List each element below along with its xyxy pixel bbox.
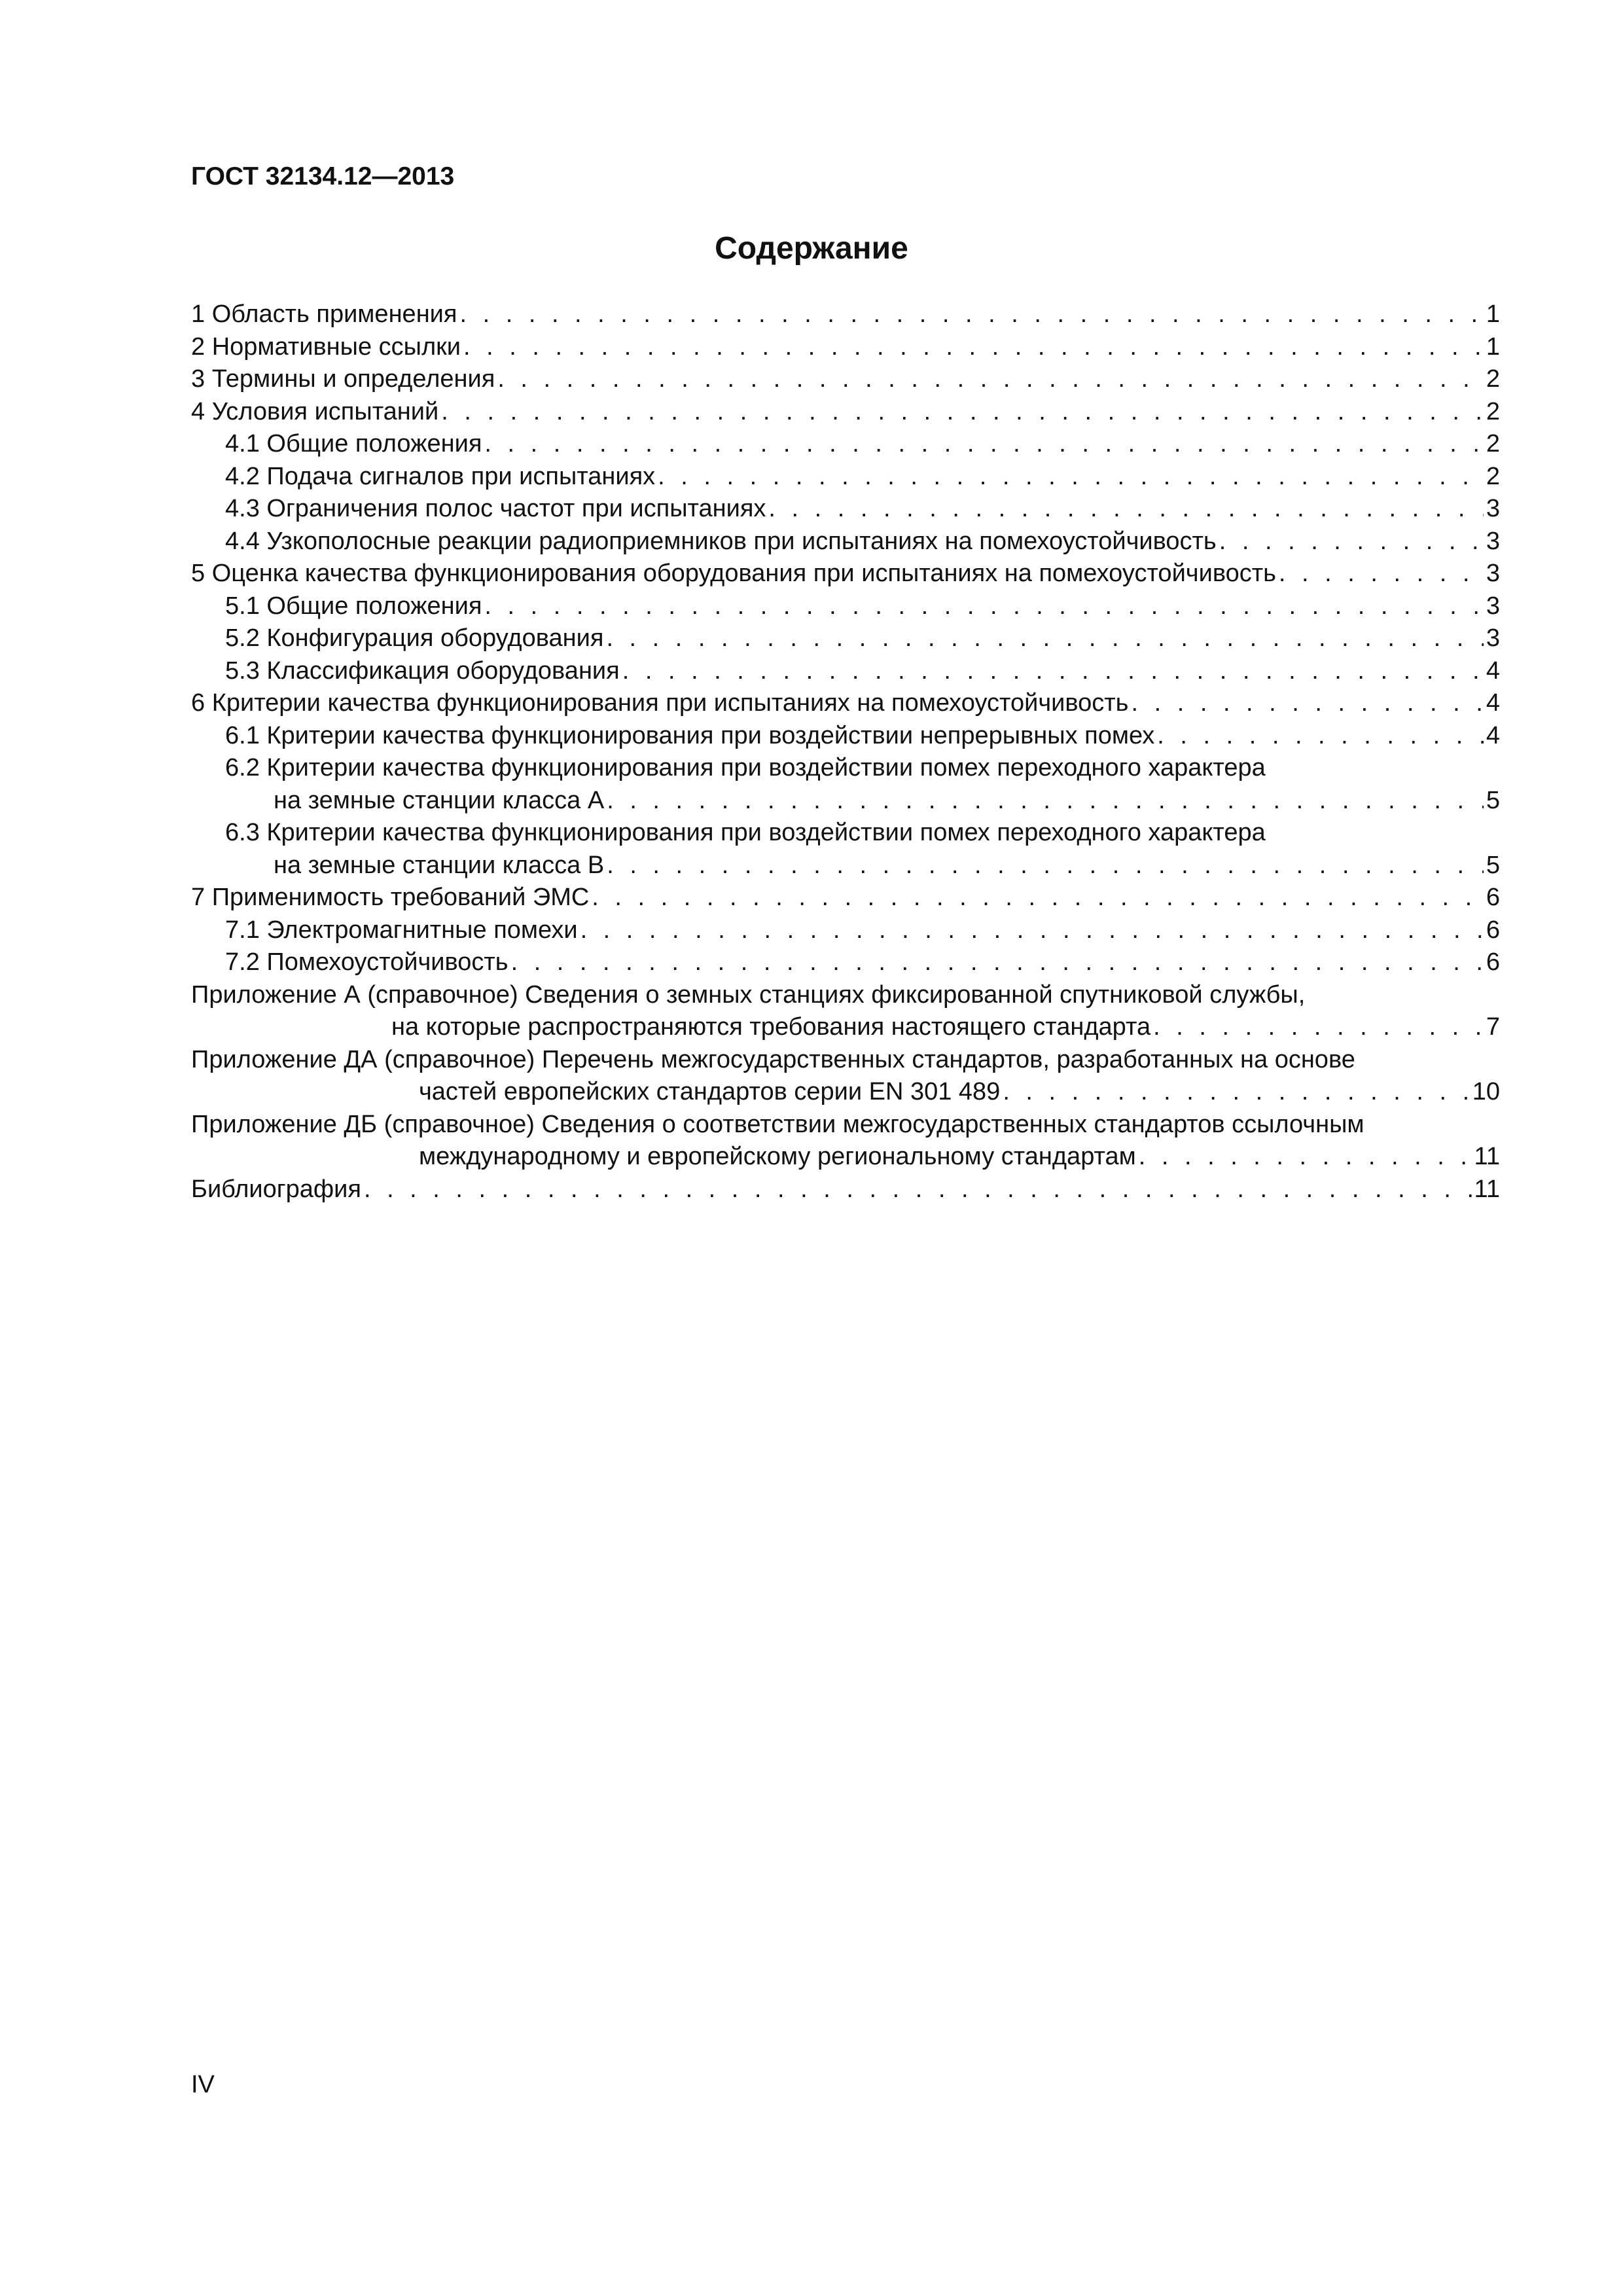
toc-page-number: 11 (1474, 1175, 1500, 1203)
toc-entry-text: частей европейских стандартов серии EN 301 489 (419, 1078, 1001, 1105)
toc-leader (463, 333, 1484, 361)
toc-entry-text: 2 Нормативные ссылки (191, 332, 461, 361)
toc-entry[interactable] (191, 981, 1500, 1014)
toc-entry[interactable] (191, 722, 1500, 755)
toc-leader (580, 916, 1484, 944)
toc-entry-text: 6 Критерии качества функционирования при испытаниях на помехоустойчивость (191, 689, 1129, 717)
toc-leader (484, 430, 1483, 458)
toc-entry-text: на земные станции класса В (274, 851, 605, 879)
toc-entry[interactable] (191, 1111, 1500, 1143)
toc-leader (459, 300, 1483, 329)
toc-entry-text: 3 Термины и определения (191, 365, 495, 393)
toc-leader (1153, 1013, 1484, 1041)
toc-entry-text: 5.2 Конфигурация оборудования (225, 624, 604, 652)
toc-page-number: 4 (1486, 721, 1500, 749)
toc-entry-text: 4.4 Узкополосные реакции радиоприемников при испытаниях на помехоустойчивость (225, 527, 1217, 555)
toc-leader (484, 592, 1483, 620)
toc-entry[interactable] (191, 560, 1500, 592)
toc-leader (658, 463, 1484, 491)
toc-entry-text: 1 Область применения (191, 300, 457, 328)
toc-entry-text: Библиография (191, 1175, 361, 1203)
toc-page-number: 2 (1486, 365, 1500, 393)
toc-page-number: 3 (1486, 495, 1500, 522)
toc-entry[interactable] (191, 333, 1500, 366)
toc-page-number: 3 (1486, 560, 1500, 587)
toc-entry-text: 4 Условия испытаний (191, 397, 439, 425)
toc-entry-text: Приложение ДБ (справочное) Сведения о соответствии межгосударственных стандартов ссылочным (191, 1110, 1364, 1138)
toc-entry[interactable] (191, 657, 1500, 690)
toc-leader (511, 948, 1484, 977)
toc-entry[interactable] (191, 1175, 1500, 1208)
toc-entry[interactable] (191, 948, 1500, 981)
toc-leader (606, 624, 1483, 653)
toc-page-number: 11 (1474, 1143, 1500, 1170)
toc-page-number: 2 (1486, 430, 1500, 457)
toc-entry[interactable] (191, 884, 1500, 916)
toc-entry-text: международному и европейскому региональному стандартам (419, 1143, 1136, 1170)
toc-entry[interactable] (191, 300, 1500, 333)
toc-leader (768, 495, 1483, 523)
toc-page-number: 5 (1486, 851, 1500, 879)
toc-entry-continued[interactable] (191, 1143, 1500, 1175)
toc-entry[interactable] (191, 528, 1500, 560)
toc-entry-text: Приложение А (справочное) Сведения о земных станциях фиксированной спутниковой службы, (191, 980, 1306, 1009)
toc-entry[interactable] (191, 819, 1500, 852)
toc-entry[interactable] (191, 624, 1500, 657)
toc-entry-continued[interactable] (191, 787, 1500, 819)
toc-entry-continued[interactable] (191, 1013, 1500, 1046)
toc-leader (1219, 528, 1484, 556)
toc-entry-text: 4.1 Общие положения (225, 430, 482, 457)
toc-entry-continued[interactable] (191, 852, 1500, 884)
toc-entry[interactable] (191, 430, 1500, 463)
toc-entry-text: 7.2 Помехоустойчивость (225, 948, 508, 976)
toc-leader (497, 365, 1484, 393)
toc-leader (622, 657, 1484, 685)
toc-page-number: 2 (1486, 462, 1500, 490)
toc-leader (1157, 722, 1484, 750)
toc-leader (592, 884, 1484, 912)
toc-entry[interactable] (191, 495, 1500, 528)
toc-entry-text: Приложение ДА (справочное) Перечень межгосударственных стандартов, разработанных на основе (191, 1045, 1355, 1073)
toc-leader (364, 1175, 1472, 1204)
toc-page-number: 7 (1486, 1013, 1500, 1041)
toc-page-number: 4 (1486, 689, 1500, 717)
toc-entry-text: на которые распространяются требования настоящего стандарта (391, 1013, 1151, 1041)
toc-leader (1131, 689, 1483, 717)
table-of-contents (191, 300, 1500, 1208)
toc-page-number: 3 (1486, 527, 1500, 555)
toc-entry-text: 4.3 Ограничения полос частот при испытаниях (225, 495, 766, 522)
toc-entry[interactable] (191, 592, 1500, 625)
toc-page-number: 10 (1472, 1078, 1500, 1105)
toc-entry-text: 6.1 Критерии качества функционирования при воздействии непрерывных помех (225, 721, 1155, 749)
document-code: ГОСТ 32134.12—2013 (191, 162, 455, 190)
toc-entry[interactable] (191, 463, 1500, 495)
toc-entry-continued[interactable] (191, 1078, 1500, 1111)
toc-page-number: 5 (1486, 786, 1500, 814)
toc-page-number: 3 (1486, 624, 1500, 652)
toc-entry-text: 5.1 Общие положения (225, 592, 482, 620)
toc-entry[interactable] (191, 398, 1500, 431)
toc-page-number: 6 (1486, 884, 1500, 911)
toc-entry-text: 5 Оценка качества функционирования оборудования при испытаниях на помехоустойчивость (191, 560, 1276, 587)
toc-leader (441, 398, 1484, 426)
toc-entry-text: 6.2 Критерии качества функционирования при воздействии помех переходного характера (225, 754, 1266, 781)
toc-entry-text: 7.1 Электромагнитные помехи (225, 916, 578, 944)
page-title: Содержание (715, 231, 908, 266)
toc-page-number: 4 (1486, 656, 1500, 685)
toc-page-number: 1 (1486, 332, 1500, 361)
toc-page-number: 6 (1486, 948, 1500, 976)
toc-page-number: 6 (1486, 916, 1500, 944)
toc-entry[interactable] (191, 916, 1500, 949)
toc-leader (607, 787, 1484, 815)
toc-leader (1139, 1143, 1472, 1171)
toc-leader (1003, 1078, 1469, 1106)
toc-leader (1279, 560, 1484, 588)
toc-page-number: 2 (1486, 397, 1500, 425)
toc-entry-text: 7 Применимость требований ЭМС (191, 884, 590, 911)
toc-page-number: 3 (1486, 592, 1500, 620)
toc-entry[interactable] (191, 754, 1500, 787)
toc-entry-text: на земные станции класса А (274, 786, 605, 814)
toc-entry-text: 6.3 Критерии качества функционирования при воздействии помех переходного характера (225, 819, 1266, 846)
toc-entry-text: 4.2 Подача сигналов при испытаниях (225, 462, 656, 490)
toc-entry[interactable] (191, 365, 1500, 398)
toc-leader (607, 852, 1484, 880)
toc-entry[interactable] (191, 1046, 1500, 1079)
page-number-footer: IV (191, 2071, 215, 2098)
toc-page-number: 1 (1486, 300, 1500, 328)
toc-entry-text: 5.3 Классификация оборудования (225, 656, 620, 685)
toc-entry[interactable] (191, 689, 1500, 722)
